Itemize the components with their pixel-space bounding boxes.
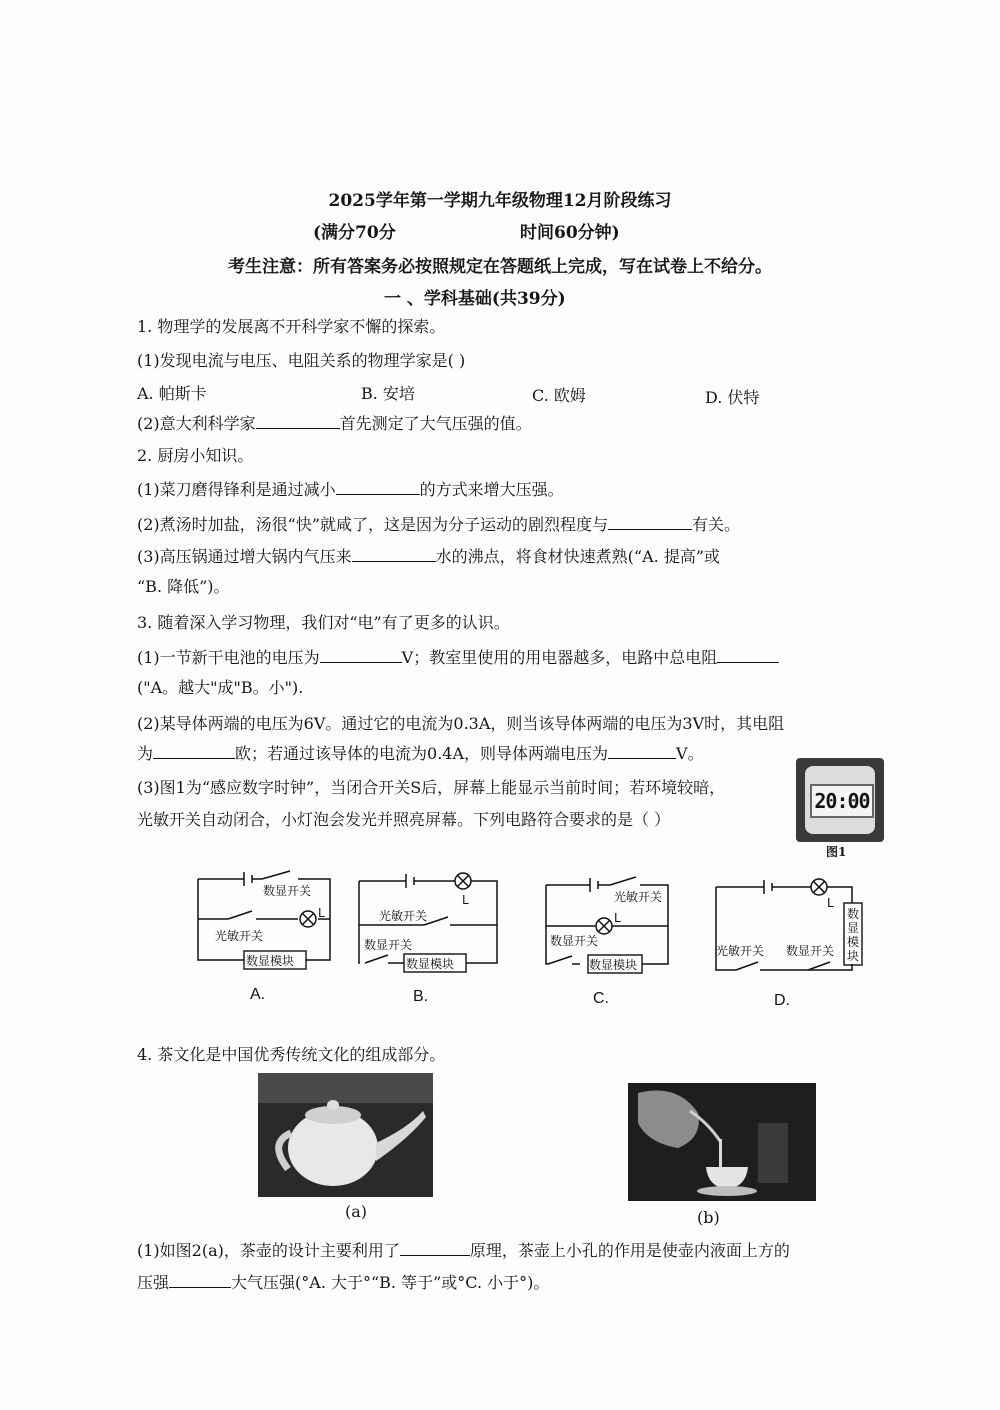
q1-part2-text-a: (2)意大利科学家 — [137, 414, 256, 433]
label-digital-switch: 数显开关 — [786, 944, 835, 958]
q1-part1: (1)发现电流与电压、电阻关系的物理学家是( ) — [137, 351, 466, 370]
caption-a: (a) — [345, 1202, 368, 1221]
q1-stem: 1. 物理学的发展离不开科学家不懈的探索。 — [137, 317, 446, 336]
clock-photo — [796, 758, 884, 842]
label-light-switch: 光敏开关 — [215, 929, 264, 943]
label-digital-switch: 数显开关 — [364, 938, 413, 952]
caption-b: (b) — [697, 1208, 720, 1227]
label-light-switch: 光敏开关 — [379, 909, 428, 923]
full-marks: (满分70分 — [313, 223, 396, 243]
circuit-a — [198, 871, 330, 969]
q1-option-c: C. 欧姆 — [532, 386, 586, 405]
fig1-caption: 图1 — [826, 845, 847, 859]
q3-part2-text-b: 为 — [137, 744, 154, 763]
label-module-char: 块 — [847, 949, 860, 963]
q2-part1-text-b: 的方式来增大压强。 — [419, 480, 564, 499]
q4-part1-text-c: 压强 — [137, 1273, 170, 1292]
label-lamp: L — [614, 911, 621, 925]
q2-part3-text-b: 水的沸点，将食材快速煮熟(“A. 提高”或 — [435, 547, 721, 566]
q2-part3-text-a: (3)高压锅通过增大锅内气压来 — [137, 547, 352, 566]
circuit-label-b: B. — [413, 988, 429, 1005]
q3-part2: (2)某导体两端的电压为6V。通过它的电流为0.3A，则当该导体两端的电压为3V时，其电阻 — [137, 714, 785, 733]
q3-part3: (3)图1为“感应数字时钟”，当闭合开关S后，屏幕上能显示当前时间；若环境较暗， — [137, 778, 726, 797]
exam-notice: 考生注意：所有答案务必按照规定在答题纸上完成，写在试卷上不给分。 — [228, 257, 772, 277]
answer-blank — [608, 744, 676, 759]
q4-part1-text-a: (1)如图2(a)，茶壶的设计主要利用了 — [137, 1241, 400, 1260]
label-lamp: L — [827, 896, 834, 910]
q3-stem: 3. 随着深入学习物理，我们对“电”有了更多的认识。 — [137, 613, 510, 632]
q1-part2-text-b: 首先测定了大气压强的值。 — [339, 414, 532, 433]
answer-blank — [153, 744, 235, 759]
circuit-c — [546, 877, 668, 973]
q4-stem: 4. 茶文化是中国优秀传统文化的组成部分。 — [137, 1045, 446, 1064]
label-module-char: 显 — [847, 921, 860, 935]
q2-part3 — [137, 546, 720, 568]
q2-part2-text-b: 有关。 — [692, 515, 741, 534]
exam-time: 时间60分钟) — [520, 223, 620, 243]
q1-option-a: A. 帕斯卡 — [137, 384, 207, 403]
teapot-photo — [258, 1073, 433, 1197]
q3-part1-text-b: V；教室里使用的用电器越多，电路中总电阻 — [401, 648, 718, 667]
label-module-char: 模 — [847, 935, 860, 949]
answer-blank — [256, 414, 340, 429]
q1-option-d: D. 伏特 — [705, 388, 760, 407]
label-light-switch: 光敏开关 — [614, 890, 663, 904]
clock-display: 20:00 — [810, 784, 874, 818]
label-module: 数显模块 — [589, 958, 638, 972]
answer-blank — [608, 515, 692, 530]
q2-part2 — [137, 514, 740, 536]
q3-part2-text-c: 欧；若通过该导体的电流为0.4A，则导体两端电压为 — [235, 744, 609, 763]
q4-part1-text-b: 原理，茶壶上小孔的作用是使壶内液面上方的 — [469, 1241, 790, 1260]
answer-blank — [400, 1241, 470, 1256]
q2-part2-text-a: (2)煮汤时加盐，汤很“快”就咸了，这是因为分子运动的剧烈程度与 — [137, 515, 609, 534]
circuit-label-d: D. — [774, 992, 790, 1009]
label-digital-switch: 数显开关 — [263, 884, 312, 898]
circuit-label-a: A. — [250, 986, 266, 1003]
label-lamp: L — [462, 893, 469, 907]
circuit-diagrams — [0, 860, 1000, 1020]
q4-part1-cont — [137, 1272, 549, 1294]
label-module: 数显模块 — [246, 954, 295, 968]
answer-blank — [336, 480, 420, 495]
q2-part1 — [137, 479, 564, 501]
tea-pouring-illustration — [628, 1083, 816, 1201]
answer-blank — [717, 648, 779, 663]
q3-part2-text-d: V。 — [676, 744, 704, 763]
circuit-label-c: C. — [593, 990, 609, 1007]
q3-part2-cont — [137, 743, 704, 765]
q4-part1 — [137, 1240, 790, 1262]
q2-part1-text-a: (1)菜刀磨得锋利是通过减小 — [137, 480, 336, 499]
circuit-b — [359, 873, 497, 972]
label-lamp: L — [318, 906, 325, 920]
tea-pouring-photo — [628, 1083, 816, 1201]
label-digital-switch: 数显开关 — [550, 934, 599, 948]
section-title: 一 、学科基础(共39分) — [384, 289, 566, 309]
q3-part1-cont: ("A。越大"成"B。小"). — [137, 678, 304, 697]
label-light-switch: 光敏开关 — [716, 944, 765, 958]
clock-body — [805, 766, 875, 834]
q2-stem: 2. 厨房小知识。 — [137, 446, 254, 465]
q4-part1-text-d: 大气压强(°A. 大于°“B. 等于”或°C. 小于°)。 — [231, 1273, 550, 1292]
q2-part3-cont: “B. 降低”)。 — [137, 577, 230, 596]
label-module-char: 数 — [847, 907, 860, 921]
exam-title: 2025学年第一学期九年级物理12月阶段练习 — [328, 191, 672, 211]
answer-blank — [320, 648, 402, 663]
label-module: 数显模块 — [406, 957, 455, 971]
circuit-d — [716, 879, 862, 970]
answer-blank — [169, 1273, 231, 1288]
q1-option-b: B. 安培 — [361, 384, 415, 403]
answer-blank — [352, 547, 436, 562]
q3-part1-text-a: (1)一节新干电池的电压为 — [137, 648, 320, 667]
teapot-illustration — [258, 1073, 433, 1197]
q1-part2 — [137, 413, 532, 435]
q3-part1 — [137, 647, 779, 669]
q3-part3-cont: 光敏开关自动闭合，小灯泡会发光并照亮屏幕。下列电路符合要求的是（ ） — [137, 810, 671, 829]
